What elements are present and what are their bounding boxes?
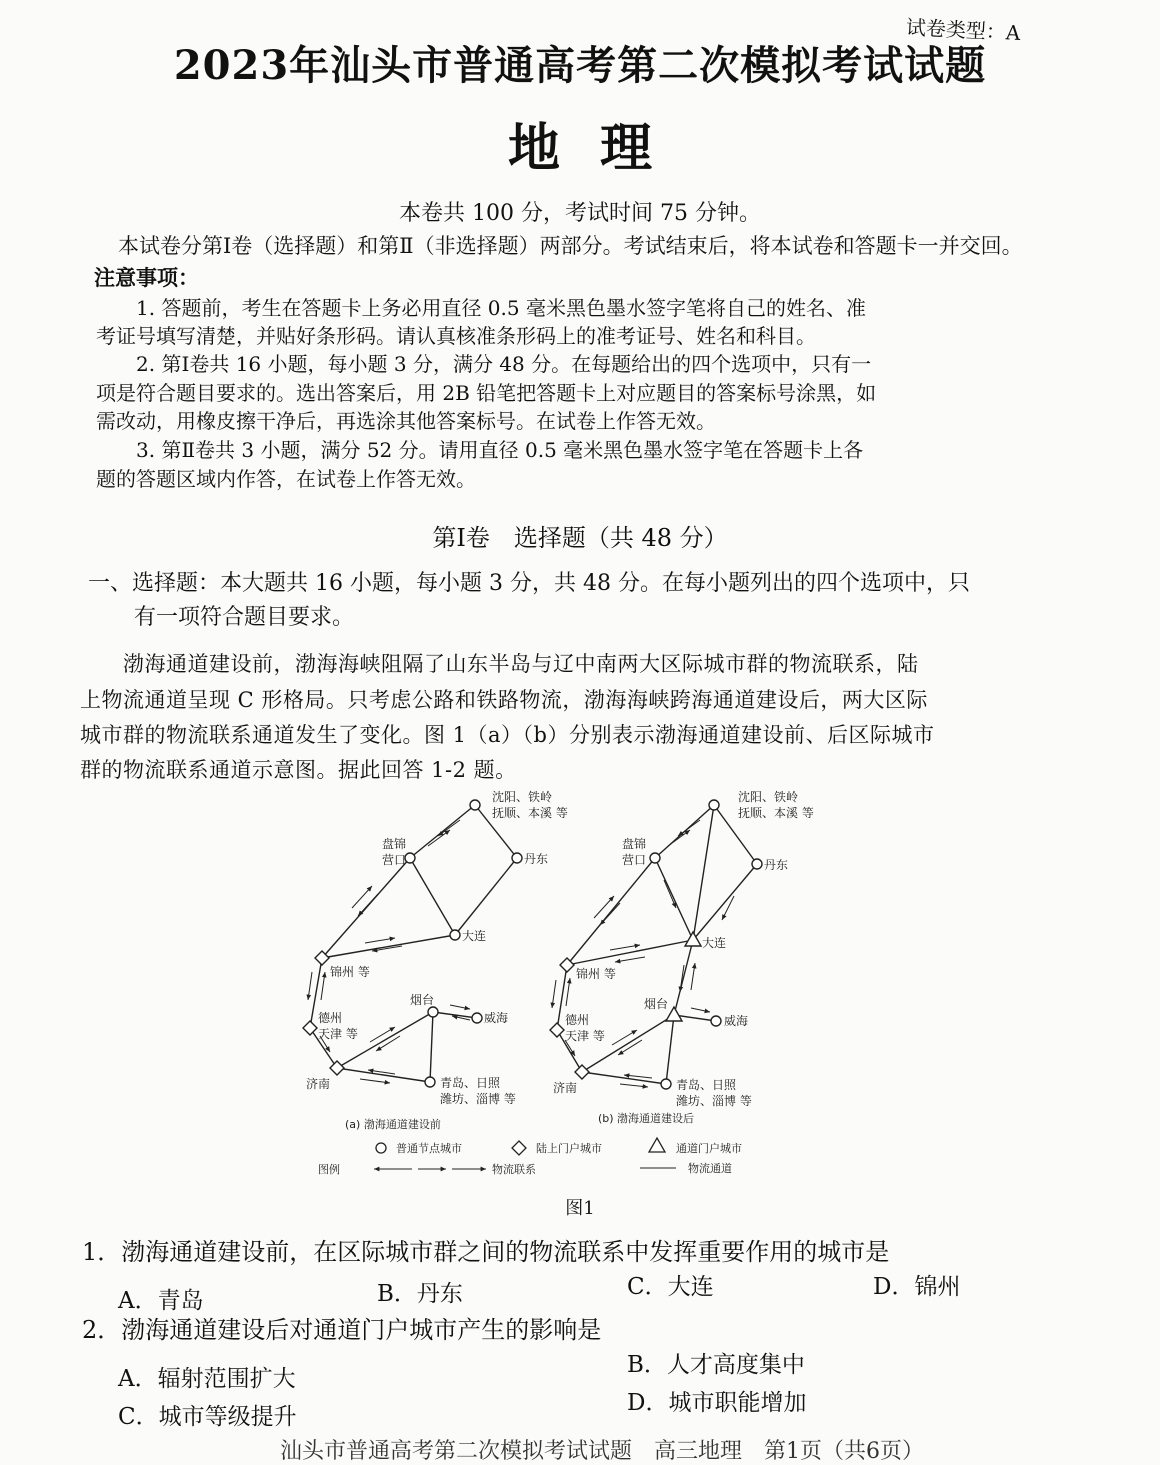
city-label-qingdao-a: 潍坊、淄博 等 [440, 1092, 516, 1106]
city-label-weihai-b: 威海 [724, 1014, 749, 1028]
city-label-dezhou-a: 天津 等 [318, 1027, 358, 1041]
city-label-weihai-a: 威海 [484, 1011, 509, 1025]
page-footer: 汕头市普通高考第二次模拟考试试题 高三地理 第1页（共6页） [280, 1439, 924, 1464]
legend-channel-gateway-symbol [649, 1138, 665, 1152]
question-2-stem: 2．渤海通道建设后对通道门户城市产生的影响是 [82, 1316, 602, 1344]
legend-channel-gateway: 通道门户城市 [676, 1142, 742, 1155]
city-label-panjin-a: 营口 [382, 853, 407, 867]
caption-b: (b) 渤海通道建设后 [598, 1112, 695, 1125]
city-label-jinzhou-b: 锦州 等 [576, 967, 616, 981]
legend-flow: 物流联系 [492, 1163, 536, 1176]
passage-line: 渤海通道建设前，渤海海峡阻隔了山东半岛与辽中南两大区际城市群的物流联系，陆 [80, 652, 919, 676]
figure-caption: 图1 [565, 1198, 595, 1219]
legend-node-symbol [376, 1143, 386, 1153]
city-label-panjin-b: 盘锦 [622, 837, 647, 851]
exam-title: 2023年汕头市普通高考第二次模拟考试试题 [173, 42, 987, 89]
city-label-dandong-a: 丹东 [524, 852, 549, 866]
q2-option-a[interactable]: A．辐射范围扩大 [118, 1366, 296, 1392]
question-1-stem: 1．渤海通道建设前，在区际城市群之间的物流联系中发挥重要作用的城市是 [82, 1238, 890, 1266]
legend-land-gateway-symbol [512, 1141, 526, 1155]
score-line: 本卷共 100 分，考试时间 75 分钟。 [399, 201, 761, 226]
section-instructions: 一、选择题：本大题共 16 小题，每小题 3 分，共 48 分。在每小题列出的四个选项中，只 [88, 571, 970, 596]
q1-option-c[interactable]: C．大连 [627, 1274, 714, 1300]
notice-line: 需改动，用橡皮擦干净后，再选涂其他答案标号。在试卷上作答无效。 [96, 409, 716, 433]
city-label-qingdao-a: 青岛、日照 [440, 1076, 501, 1090]
legend-title: 图例 [318, 1163, 340, 1176]
city-label-dezhou-a: 德州 [318, 1011, 343, 1025]
city-label-dezhou-b: 天津 等 [565, 1029, 605, 1043]
city-label-jinan-a: 济南 [306, 1077, 331, 1091]
passage-line: 上物流通道呈现 C 形格局。只考虑公路和铁路物流，渤海海峡跨海通道建设后，两大区际 [80, 688, 928, 712]
q1-option-a[interactable]: A．青岛 [118, 1288, 204, 1314]
city-label-panjin-b: 营口 [622, 853, 647, 867]
city-label-yantai-b: 烟台 [644, 997, 669, 1011]
notice-line: 1. 答题前，考生在答题卡上务必用直径 0.5 毫米黑色墨水签字笔将自己的姓名、准 [96, 296, 866, 320]
city-label-shenyang-b: 沈阳、铁岭 [738, 790, 799, 804]
caption-a: (a) 渤海通道建设前 [345, 1118, 441, 1131]
city-label-jinzhou-a: 锦州 等 [330, 965, 370, 979]
city-label-shenyang-a: 抚顺、本溪 等 [492, 806, 568, 820]
q2-option-c[interactable]: C．城市等级提升 [118, 1404, 297, 1430]
notice-line: 2. 第Ⅰ卷共 16 小题，每小题 3 分，满分 48 分。在每题给出的四个选项中，只有一 [96, 352, 872, 376]
q1-option-d[interactable]: D．锦州 [873, 1274, 961, 1300]
section-instructions-cont: 有一项符合题目要求。 [134, 605, 355, 630]
city-label-dalian-a: 大连 [462, 929, 487, 943]
passage-line: 群的物流联系通道示意图。据此回答 1-2 题。 [80, 758, 517, 782]
city-label-panjin-a: 盘锦 [382, 837, 407, 851]
legend-node: 普通节点城市 [396, 1142, 462, 1155]
section-heading: 第Ⅰ卷 选择题（共 48 分） [432, 524, 728, 552]
notice-line: 3. 第Ⅱ卷共 3 小题，满分 52 分。请用直径 0.5 毫米黑色墨水签字笔在答题卡上各 [96, 438, 864, 462]
passage-line: 城市群的物流联系通道发生了变化。图 1（a）（b）分别表示渤海通道建设前、后区际城市 [80, 723, 935, 747]
paper-type: 试卷类型：A [904, 15, 1021, 45]
q1-option-b[interactable]: B．丹东 [377, 1281, 463, 1307]
figure-1-diagram [0, 780, 1160, 1190]
city-label-qingdao-b: 青岛、日照 [676, 1078, 737, 1092]
city-label-dalian-b: 大连 [702, 936, 727, 950]
notice-line: 题的答题区域内作答，在试卷上作答无效。 [96, 467, 476, 491]
city-label-yantai-a: 烟台 [410, 993, 435, 1007]
city-label-shenyang-b: 抚顺、本溪 等 [738, 806, 814, 820]
notice-line: 考证号填写清楚，并贴好条形码。请认真核准条形码上的准考证号、姓名和科目。 [96, 324, 816, 348]
legend-land-gateway: 陆上门户城市 [536, 1142, 602, 1155]
legend-channel: 物流通道 [688, 1162, 732, 1175]
notice-heading: 注意事项： [94, 265, 199, 290]
notice-line: 项是符合题目要求的。选出答案后，用 2B 铅笔把答题卡上对应题目的答案标号涂黑，如 [96, 381, 877, 405]
q2-option-b[interactable]: B．人才高度集中 [627, 1352, 805, 1378]
intro-text: 本试卷分第Ⅰ卷（选择题）和第Ⅱ（非选择题）两部分。考试结束后，将本试卷和答题卡一并交回。 [118, 234, 1023, 258]
q2-option-d[interactable]: D．城市职能增加 [627, 1390, 807, 1416]
city-label-jinan-b: 济南 [553, 1081, 578, 1095]
city-label-shenyang-a: 沈阳、铁岭 [492, 790, 553, 804]
city-label-qingdao-b: 潍坊、淄博 等 [676, 1094, 752, 1108]
subject-title: 地理 [507, 118, 692, 179]
city-label-dandong-b: 丹东 [764, 858, 789, 872]
city-label-dezhou-b: 德州 [565, 1013, 590, 1027]
